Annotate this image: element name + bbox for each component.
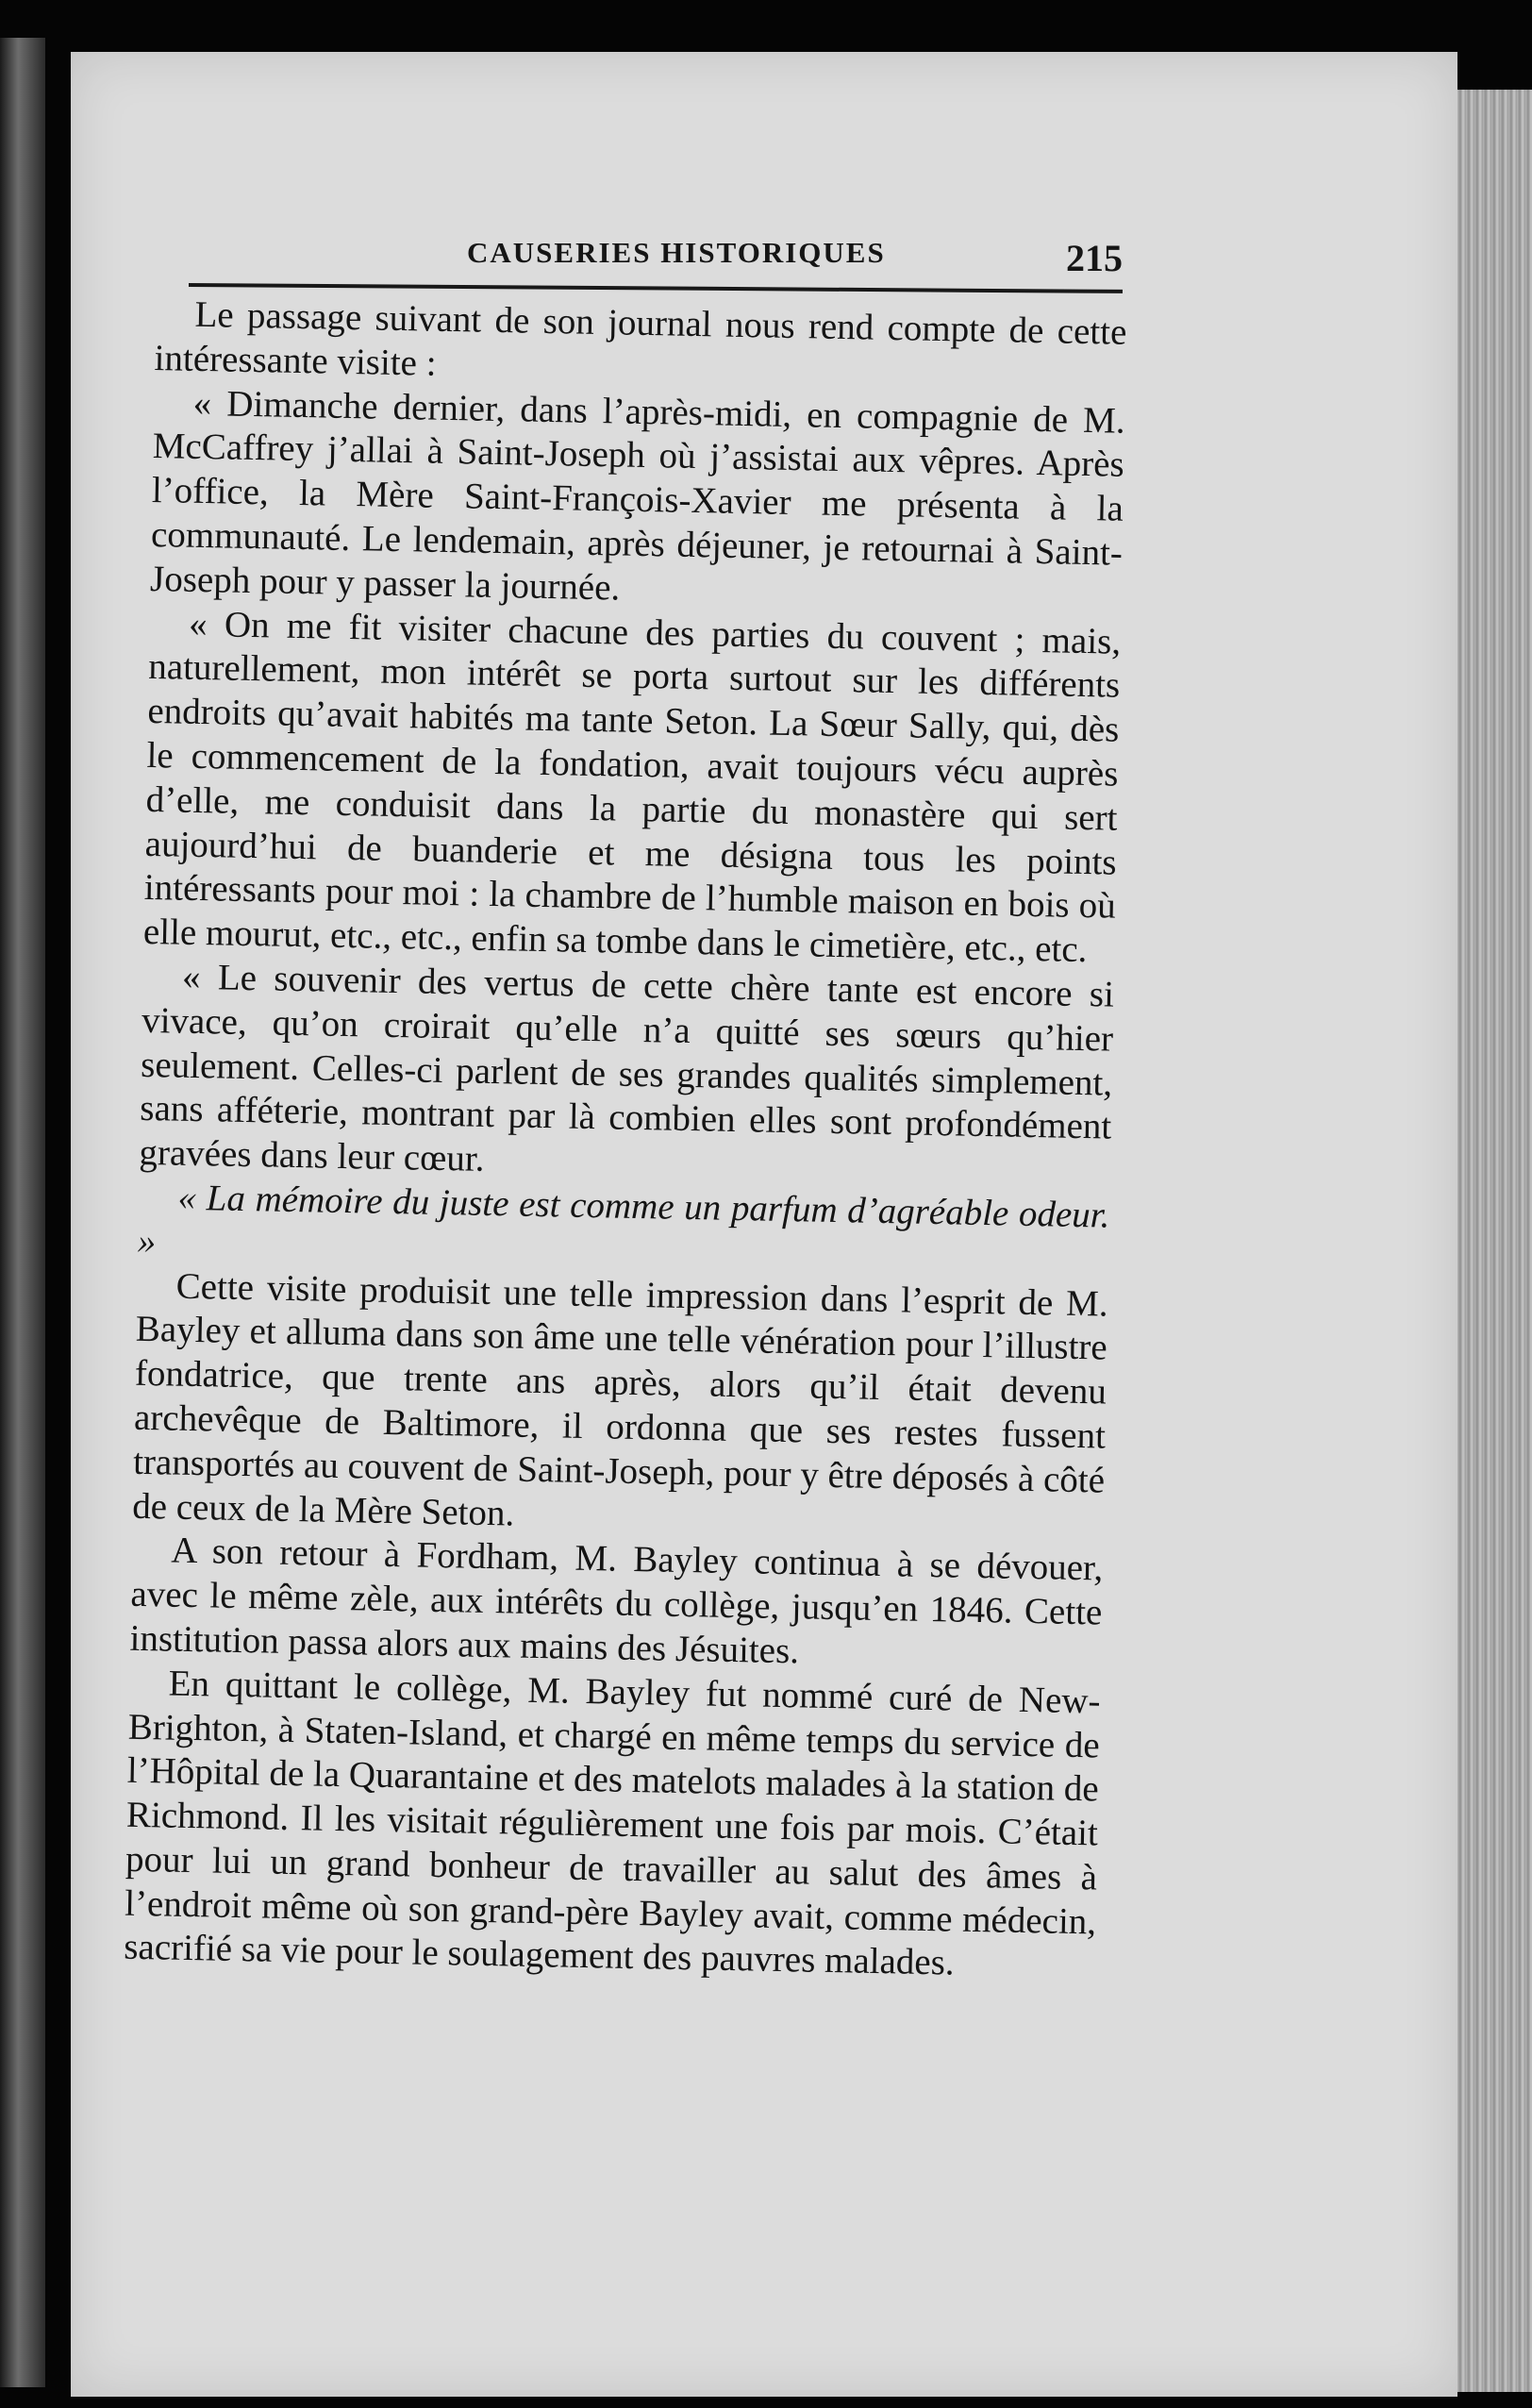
paragraph: Cette visite produisit une telle impression dans l’esprit de M. Bayley et alluma dans son âme une telle vénération pour l’illustre fondatrice, que trente ans après, alors qu’il était devenu archevêque de Baltimore, il ordonna que ses restes fussent transportés au couvent de Saint-Joseph, pour y être déposés à côté de ceux de la Mère Seton. bbox=[131, 1265, 1109, 1534]
book-spine-edge bbox=[0, 38, 45, 2387]
page-stack-edge bbox=[1457, 90, 1532, 2392]
running-title: CAUSERIES HISTORIQUES bbox=[467, 236, 886, 269]
page-header bbox=[189, 236, 1123, 302]
paragraph: « Dimanche dernier, dans l’après-midi, en compagnie de M. McCaffrey j’allai à Saint-Joseph où j’assistai aux vêpres. Après l’office, la Mère Saint-François-Xavier me présenta à la communauté. Le lendemain, après déjeuner, je retournai à Saint-Joseph pour y passer la journée. bbox=[149, 382, 1125, 609]
italic-quote: « La mémoire du juste est comme un parfum d’agréable odeur. » bbox=[137, 1177, 1110, 1262]
paragraph: A son retour à Fordham, M. Bayley continua à se dévouer, avec le même zèle, aux intérêts du collège, jusqu’en 1846. Cette institution passa alors aux mains des Jésuites. bbox=[129, 1530, 1104, 1672]
body-text bbox=[124, 293, 1127, 1989]
paragraph: « On me fit visiter chacune des parties du couvent ; mais, naturellement, mon intérêt se porta surtout sur les différents endroits qu’avait habités ma tante Seton. La Sœur Sally, qui, dès le commencement de la fondation, avait toujours vécu auprès d’elle, me conduisit dans la partie du monastère qui sert aujourd’hui de buanderie et me désigna tous les points intéressants pour moi : la chambre de l’humble maison en bois où elle mourut, etc., etc., enfin sa tombe dans le cimetière, etc., etc. bbox=[142, 603, 1122, 971]
header-rule bbox=[189, 283, 1123, 293]
paragraph: « Le souvenir des vertus de cette chère tante est encore si vivace, qu’on croirait qu’elle n’a quitté ses sœurs qu’hier seulement. Celles-ci parlent de ses grandes qualités simplement, sans afféterie, montrant par là combien elles sont profondément gravées dans leur cœur. bbox=[139, 956, 1115, 1179]
paragraph: Le passage suivant de son journal nous rend compte de cette intéressante visite : bbox=[154, 293, 1127, 384]
page-number: 215 bbox=[1066, 237, 1123, 279]
paragraph: En quittant le collège, M. Bayley fut nommé curé de New-Brighton, à Staten-Island, et chargé en même temps du service de l’Hôpital de la Quarantaine et des matelots malades à la station de Richmond. Il les visitait régulièrement une fois par mois. C’était pour lui un grand bonheur de travailler au salut des âmes à l’endroit même où son grand-père Bayley avait, comme médecin, sacrifié sa vie pour le soulagement des pauvres malades. bbox=[123, 1663, 1101, 1984]
